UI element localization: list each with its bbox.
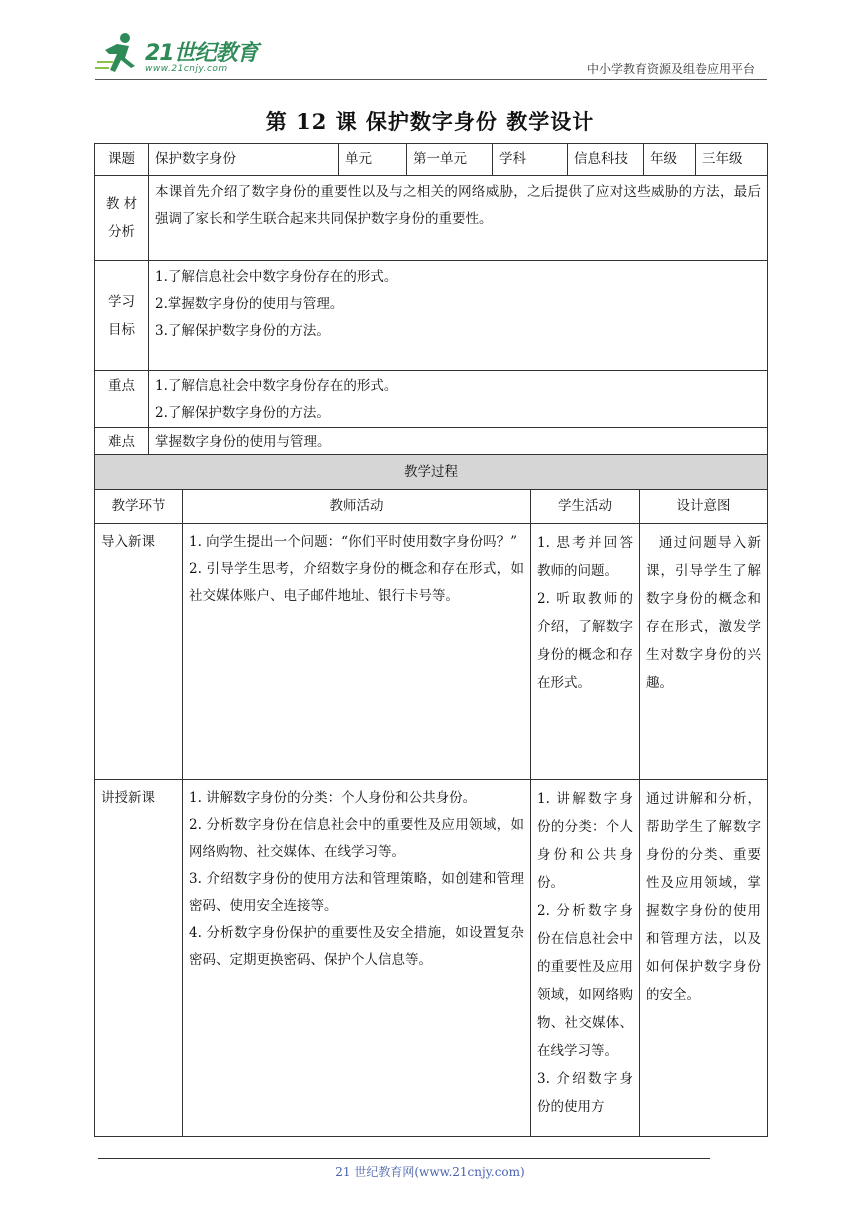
- runner-logo-icon: [95, 32, 143, 74]
- stage-intro: 导入新课: [95, 524, 183, 780]
- topic-value: 保护数字身份: [149, 144, 339, 176]
- grade-value: 三年级: [696, 144, 768, 176]
- header-student: 学生活动: [531, 490, 640, 524]
- logo-text: 21世纪教育: [145, 41, 258, 66]
- objectives-list: [149, 261, 768, 371]
- unit-value: 第一单元: [407, 144, 493, 176]
- lesson-info-table: [94, 143, 768, 457]
- topic-label: 课题: [95, 144, 149, 176]
- student-item: 2. 分析数字身份在信息社会中的重要性及应用领域，如网络购物、社交媒体、在线学习等。: [537, 903, 633, 1059]
- teacher-item: 3. 介绍数字身份的使用方法和管理策略，如创建和管理密码、使用安全连接等。: [189, 871, 524, 914]
- platform-name: 中小学教育资源及组卷应用平台: [586, 62, 755, 76]
- footer-text[interactable]: 21 世纪教育网(www.21cnjy.com): [335, 1165, 525, 1179]
- page-header: [95, 28, 765, 80]
- key-points-list: [149, 371, 768, 428]
- header-divider: [95, 79, 767, 80]
- header-teacher: 教师活动: [183, 490, 531, 524]
- objective-item: 1.了解信息社会中数字身份存在的形式。: [155, 269, 398, 285]
- logo-url: www.21cnjy.com: [145, 64, 228, 74]
- student-activity: [531, 780, 640, 1137]
- teacher-item: 2. 引导学生思考，介绍数字身份的概念和存在形式，如社交媒体账户、电子邮件地址、银行卡号等。: [189, 561, 524, 604]
- analysis-text: 本课首先介绍了数字身份的重要性以及与之相关的网络威胁，之后提供了应对这些威胁的方法，最后强调了家长和学生联合起来共同保护数字身份的重要性。: [149, 176, 768, 261]
- teacher-item: 4. 分析数字身份保护的重要性及安全措施，如设置复杂密码、定期更换密码、保护个人信息等。: [189, 925, 524, 968]
- header-intent: 设计意图: [640, 490, 768, 524]
- footer-divider: [98, 1158, 710, 1159]
- student-item: 2. 听取教师的介绍，了解数字身份的概念和存在形式。: [537, 591, 633, 691]
- objective-item: 2.掌握数字身份的使用与管理。: [155, 296, 344, 312]
- objectives-label: 学习 目标: [95, 261, 149, 371]
- teacher-activity: [183, 524, 531, 780]
- unit-label: 单元: [339, 144, 407, 176]
- key-points-label: 重点: [95, 371, 149, 428]
- student-item: 1. 思考并回答教师的问题。: [537, 535, 633, 579]
- subject-label: 学科: [493, 144, 568, 176]
- teacher-item: 1. 讲解数字身份的分类：个人身份和公共身份。: [189, 790, 477, 806]
- analysis-label: 教 材 分析: [95, 176, 149, 261]
- header-stage: 教学环节: [95, 490, 183, 524]
- grade-label: 年级: [644, 144, 696, 176]
- document-title: 第 12 课 保护数字身份 教学设计: [265, 109, 595, 134]
- design-intent: 通过讲解和分析，帮助学生了解数字身份的分类、重要性及应用领域，掌握数字身份的使用和管理方法，以及如何保护数字身份的安全。: [640, 780, 768, 1137]
- key-point-item: 1.了解信息社会中数字身份存在的形式。: [155, 378, 398, 394]
- student-item: 3. 介绍数字身份的使用方: [537, 1071, 633, 1115]
- process-title: 教学过程: [95, 455, 768, 490]
- key-point-item: 2.了解保护数字身份的方法。: [155, 405, 330, 421]
- stage-new-lesson: 讲授新课: [95, 780, 183, 1137]
- objective-item: 3.了解保护数字身份的方法。: [155, 323, 330, 339]
- student-activity: [531, 524, 640, 780]
- difficulty-label: 难点: [95, 428, 149, 457]
- design-intent: 通过问题导入新课，引导学生了解数字身份的概念和存在形式，激发学生对数字身份的兴趣。: [640, 524, 768, 780]
- teacher-item: 1. 向学生提出一个问题：“你们平时使用数字身份吗？”: [189, 534, 517, 550]
- subject-value: 信息科技: [568, 144, 644, 176]
- student-item: 1. 讲解数字身份的分类：个人身份和公共身份。: [537, 791, 633, 891]
- teaching-process-table: [94, 454, 768, 1137]
- teacher-item: 2. 分析数字身份在信息社会中的重要性及应用领域，如网络购物、社交媒体、在线学习等。: [189, 817, 524, 860]
- difficulty-text: 掌握数字身份的使用与管理。: [149, 428, 768, 457]
- teacher-activity: [183, 780, 531, 1137]
- logo: [95, 28, 265, 80]
